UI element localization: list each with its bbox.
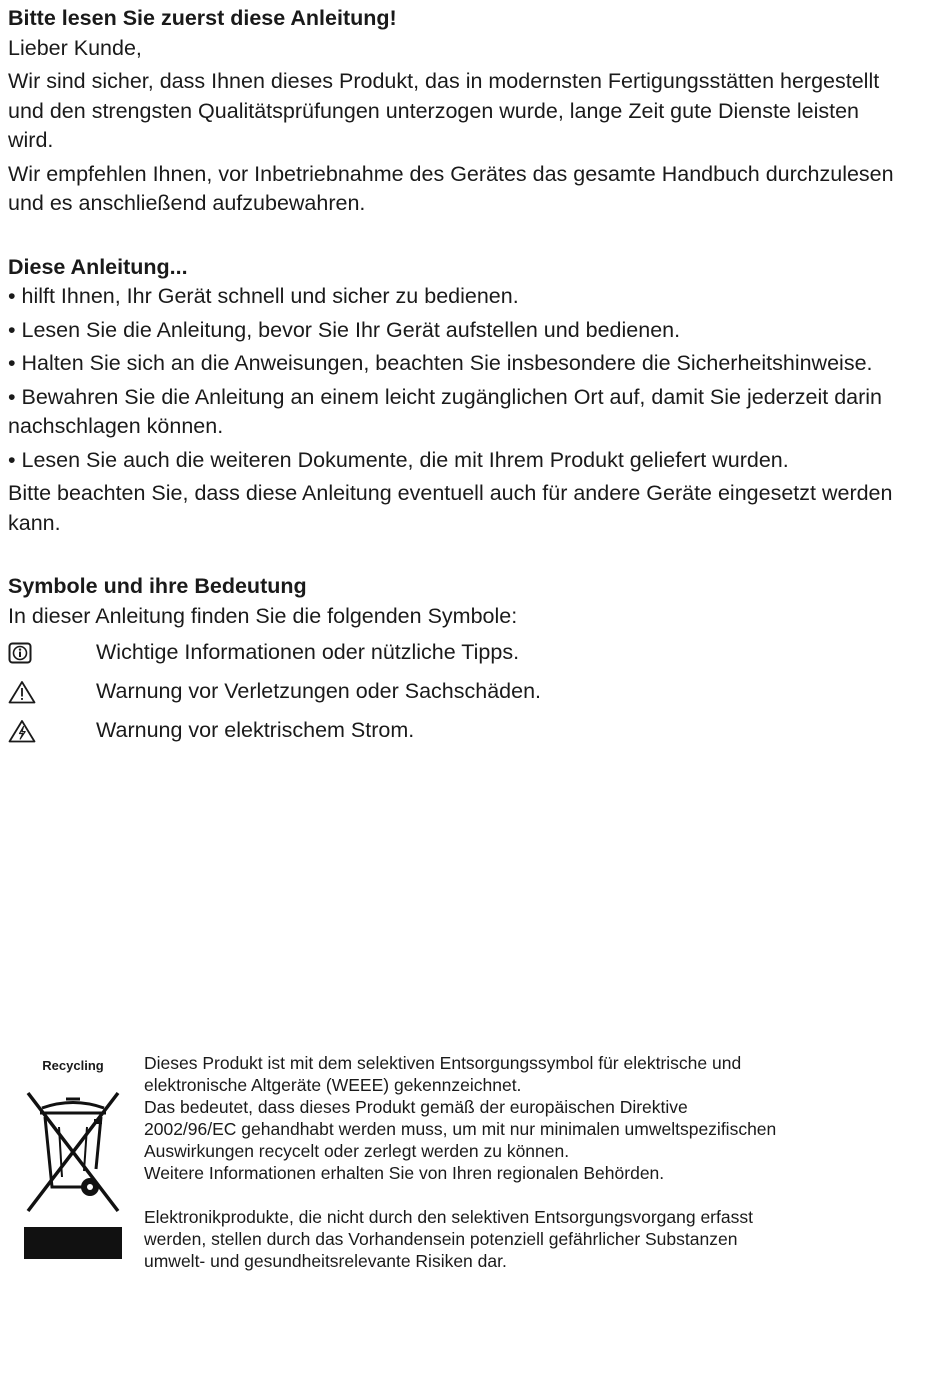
manual-bullet: • hilft Ihnen, Ihr Gerät schnell und sicher zu bedienen. (8, 284, 519, 308)
info-icon (8, 642, 96, 664)
salutation: Lieber Kunde, (8, 35, 142, 60)
symbol-row (8, 711, 908, 750)
symbols-heading: Symbole und ihre Bedeutung (8, 574, 307, 598)
recycling-label: Recycling (42, 1058, 104, 1073)
recycling-paragraph: Elektronikprodukte, die nicht durch den selektiven Entsorgungsvorgang erfasst werden, stellen durch das Vorhandensein potenziell gefährlicher Substanzen umwelt- und gesundheitsrelevante Risiken dar. (144, 1207, 753, 1271)
intro-heading: Bitte lesen Sie zuerst diese Anleitung! (8, 6, 397, 30)
intro-paragraph: Wir empfehlen Ihnen, vor Inbetriebnahme des Gerätes das gesamte Handbuch durchzulesen und es anschließend aufzubewahren. (8, 161, 894, 215)
manual-bullet: • Lesen Sie auch die weiteren Dokumente, die mit Ihrem Produkt geliefert wurden. (8, 447, 789, 472)
symbols-intro: In dieser Anleitung finden Sie die folgenden Symbole: (8, 603, 518, 628)
symbol-row (8, 672, 908, 711)
crossed-bin-icon (24, 1091, 122, 1213)
manual-heading: Diese Anleitung... (8, 254, 188, 279)
recycling-paragraph: Weitere Informationen erhalten Sie von Ihren regionalen Behörden. (144, 1163, 665, 1183)
weee-bar (24, 1227, 122, 1259)
intro-paragraph: Wir sind sicher, dass Ihnen dieses Produkt, das in modernsten Fertigungsstätten hergestellt und den strengsten Qualitätsprüfungen unterzogen wurde, lange Zeit gute Dienste leisten wird. (8, 69, 880, 152)
symbol-row (8, 633, 908, 672)
electric-warning-icon (8, 719, 96, 743)
recycling-mark (24, 1054, 134, 1259)
manual-bullet: • Halten Sie sich an die Anweisungen, beachten Sie insbesondere die Sicherheitshinweise. (8, 351, 873, 375)
warning-icon (8, 680, 96, 704)
manual-bullet: • Lesen Sie die Anleitung, bevor Sie Ihr Gerät aufstellen und bedienen. (8, 317, 681, 342)
recycling-text (144, 1052, 784, 1272)
symbol-description: Warnung vor elektrischem Strom. (96, 718, 415, 742)
manual-bullet: • Bewahren Sie die Anleitung an einem leicht zugänglichen Ort auf, damit Sie jederzeit darin nachschlagen können. (8, 384, 883, 438)
recycling-paragraph: Dieses Produkt ist mit dem selektiven Entsorgungssymbol für elektrische und elektronische Altgeräte (WEEE) gekennzeichnet. (144, 1053, 742, 1095)
symbol-description: Wichtige Informationen oder nützliche Tipps. (96, 640, 520, 664)
symbol-description: Warnung vor Verletzungen oder Sachschäden. (96, 679, 542, 703)
manual-page (8, 4, 908, 750)
recycling-paragraph: Das bedeutet, dass dieses Produkt gemäß der europäischen Direktive 2002/96/EC gehandhabt werden muss, um mit nur minimalen umweltspezifischen Auswirkungen recycelt oder zerlegt werden zu können. (144, 1097, 777, 1161)
manual-note: Bitte beachten Sie, dass diese Anleitung eventuell auch für andere Geräte eingesetzt werden kann. (8, 481, 893, 535)
